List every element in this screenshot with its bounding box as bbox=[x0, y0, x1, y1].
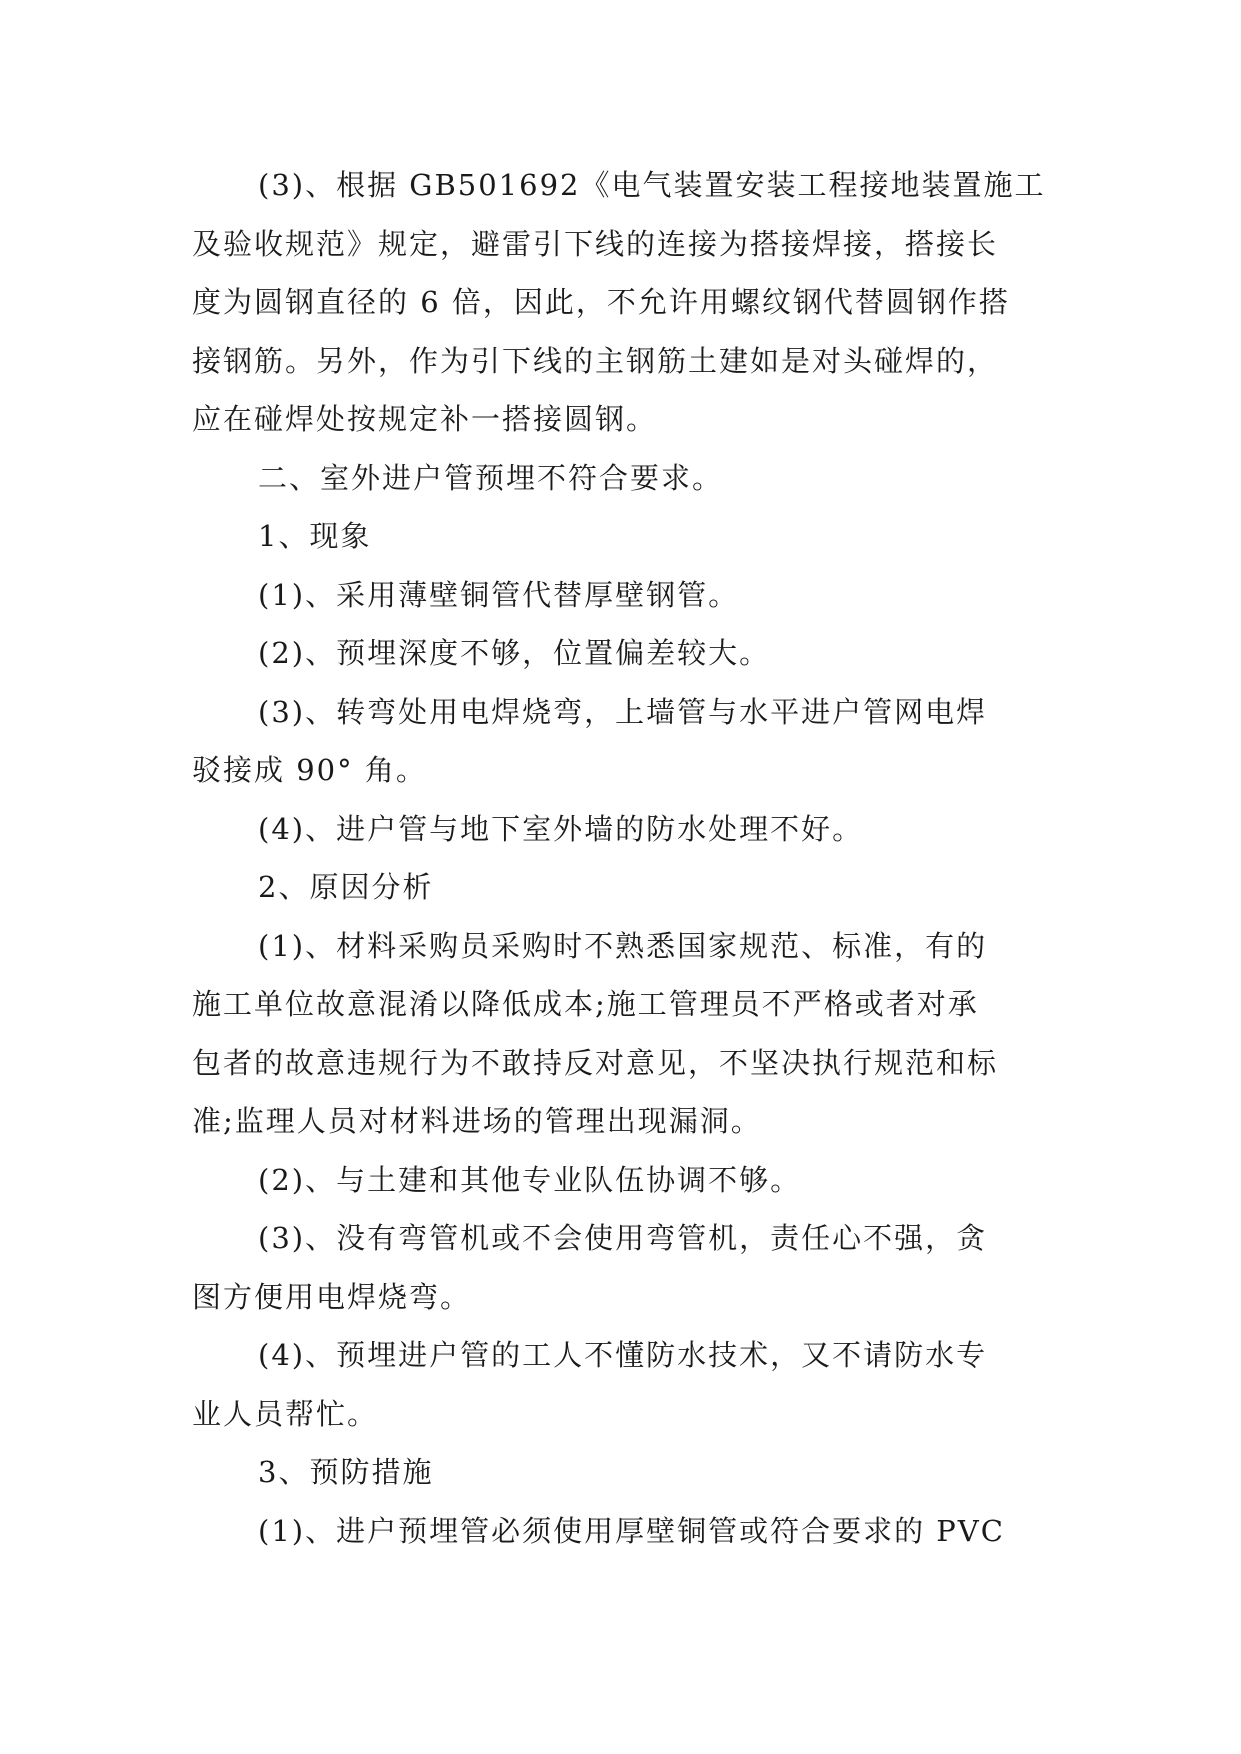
text-line: 驳接成 90° 角。 bbox=[192, 753, 427, 787]
text-line: (2)、预埋深度不够，位置偏差较大。 bbox=[258, 636, 771, 670]
document-body bbox=[192, 156, 1062, 1560]
text-line: (4)、进户管与地下室外墙的防水处理不好。 bbox=[258, 811, 864, 846]
section-heading: 二、室外进户管预埋不符合要求。 bbox=[258, 460, 724, 495]
text-line: (3)、根据 GB501692《电气装置安装工程接地装置施工 bbox=[258, 168, 1046, 202]
text-line: 施工单位故意混淆以降低成本;施工管理员不严格或者对承 bbox=[192, 987, 979, 1021]
text-line: (4)、预埋进户管的工人不懂防水技术，又不请防水专 bbox=[258, 1338, 988, 1372]
text-line: 度为圆钢直径的 6 倍，因此，不允许用螺纹钢代替圆钢作搭 bbox=[192, 285, 1010, 319]
text-line: 应在碰焊处按规定补一搭接圆钢。 bbox=[192, 402, 658, 436]
text-line: (1)、材料采购员采购时不熟悉国家规范、标准，有的 bbox=[258, 928, 988, 963]
text-line: 业人员帮忙。 bbox=[192, 1396, 379, 1431]
text-line: 图方便用电焊烧弯。 bbox=[192, 1279, 472, 1314]
text-line: (2)、与土建和其他专业队伍协调不够。 bbox=[258, 1162, 802, 1197]
text-line: 准;监理人员对材料进场的管理出现漏洞。 bbox=[192, 1104, 762, 1138]
text-line: (1)、采用薄壁铜管代替厚壁钢管。 bbox=[258, 577, 740, 612]
text-line: 及验收规范》规定，避雷引下线的连接为搭接焊接，搭接长 bbox=[192, 226, 999, 261]
subsection-heading: 1、现象 bbox=[258, 519, 372, 553]
subsection-heading: 3、预防措施 bbox=[258, 1455, 434, 1489]
subsection-heading: 2、原因分析 bbox=[258, 870, 434, 904]
text-line: (3)、转弯处用电焊烧弯，上墙管与水平进户管网电焊 bbox=[258, 694, 988, 729]
text-line: 包者的故意违规行为不敢持反对意见，不坚决执行规范和标 bbox=[192, 1045, 999, 1080]
text-line: (1)、进户预埋管必须使用厚壁铜管或符合要求的 PVC bbox=[258, 1513, 1005, 1548]
text-line: (3)、没有弯管机或不会使用弯管机，责任心不强，贪 bbox=[258, 1221, 988, 1255]
text-line: 接钢筋。另外，作为引下线的主钢筋土建如是对头碰焊的， bbox=[192, 343, 999, 378]
